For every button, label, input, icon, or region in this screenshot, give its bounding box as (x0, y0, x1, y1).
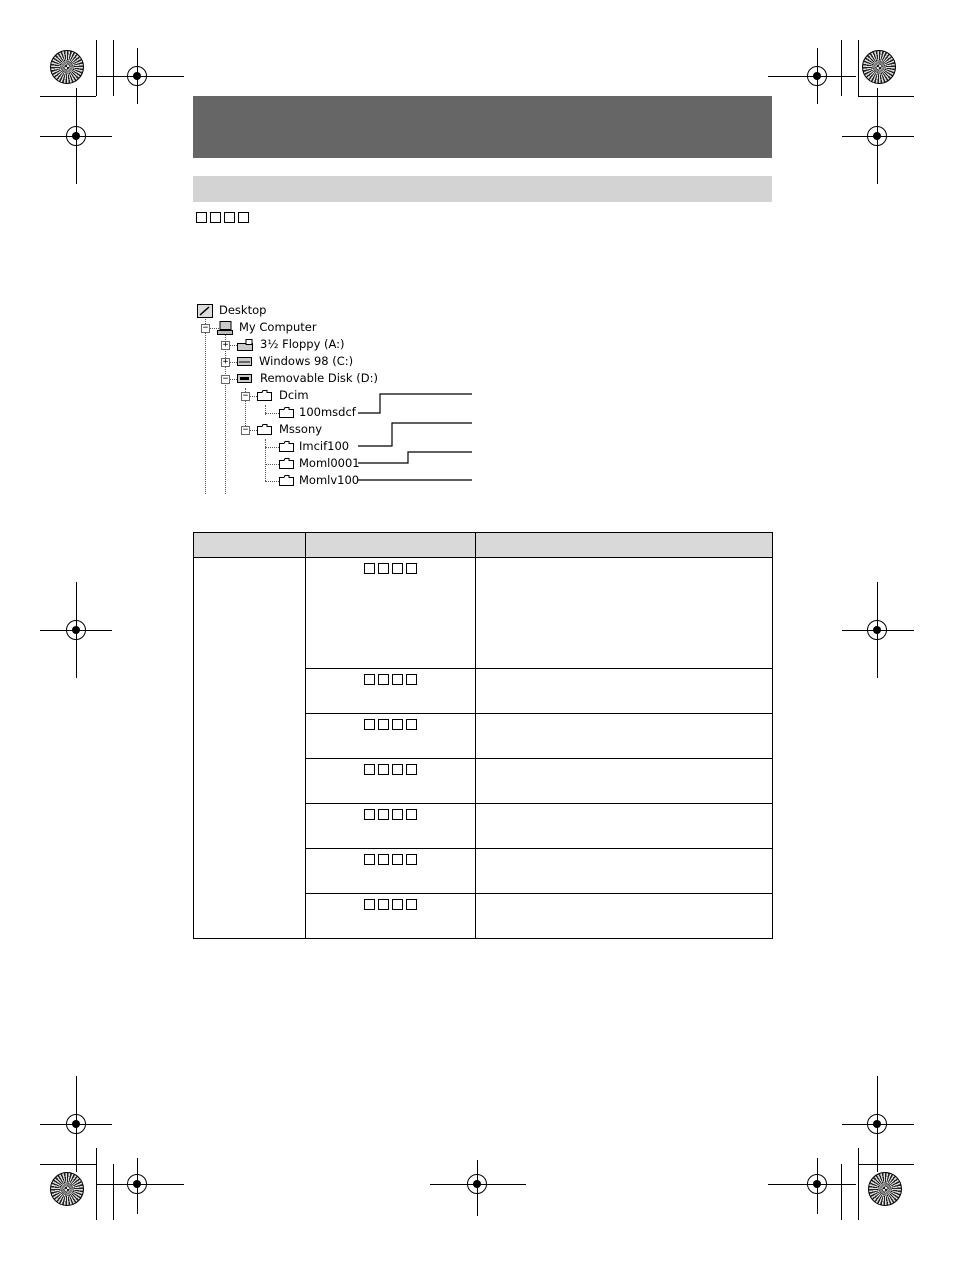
color-wheel-icon (868, 1172, 902, 1206)
table-header-cell (306, 533, 476, 558)
tree-item-removable-disk[interactable]: Removable Disk (D:) (235, 370, 385, 387)
folder-icon (257, 424, 272, 435)
folder-icon (279, 475, 294, 486)
tree-item-momlv100[interactable]: Momlv100 (277, 472, 367, 489)
table-header-cell (476, 533, 773, 558)
table-row (194, 558, 773, 669)
missing-glyphs (364, 854, 417, 865)
table-group-cell (194, 558, 306, 939)
page-header-bar (193, 96, 772, 158)
tree-item-my-computer[interactable]: My Computer (215, 319, 335, 336)
table-cell-desc (476, 558, 773, 669)
table-cell-desc (476, 894, 773, 939)
expand-toggle[interactable]: + (222, 357, 229, 367)
callout-line-imcif100 (358, 423, 472, 446)
folder-icon (257, 390, 272, 401)
table-cell-folder (306, 849, 476, 894)
hard-drive-icon (237, 357, 252, 366)
collapse-toggle[interactable]: − (242, 391, 249, 401)
missing-glyphs (364, 719, 417, 730)
desktop-icon (197, 304, 213, 318)
color-wheel-icon (50, 50, 84, 84)
intro-missing-glyphs (196, 212, 249, 223)
missing-glyphs (364, 899, 417, 910)
table-cell-folder (306, 894, 476, 939)
tree-item-moml0001[interactable]: Moml0001 (277, 455, 367, 472)
missing-glyphs (364, 563, 417, 574)
floppy-icon (237, 339, 255, 351)
section-header-bar (193, 176, 772, 202)
table-cell-desc (476, 804, 773, 849)
table-cell-folder (306, 759, 476, 804)
folder-icon (279, 407, 294, 418)
folder-icon (279, 441, 294, 452)
table-cell-desc (476, 714, 773, 759)
removable-disk-icon (237, 374, 252, 383)
callout-lines (355, 390, 475, 486)
table-header-row (194, 533, 773, 558)
missing-glyphs (364, 764, 417, 775)
callout-line-moml0001 (358, 452, 472, 463)
table-cell-desc (476, 669, 773, 714)
table-cell-folder (306, 558, 476, 669)
callout-line-100msdcf (358, 394, 472, 413)
folder-spec-table (193, 532, 773, 939)
color-wheel-icon (50, 1172, 84, 1206)
color-wheel-icon (862, 50, 896, 84)
tree-item-desktop[interactable]: Desktop (195, 302, 315, 319)
folder-icon (279, 458, 294, 469)
collapse-toggle[interactable]: − (202, 323, 209, 333)
tree-item-floppy[interactable]: 3½ Floppy (A:) (235, 336, 375, 353)
table-cell-folder (306, 804, 476, 849)
table-header-cell (194, 533, 306, 558)
table-cell-folder (306, 669, 476, 714)
tree-item-100msdcf[interactable]: 100msdcf (277, 404, 377, 421)
computer-icon (217, 321, 233, 335)
missing-glyphs (364, 674, 417, 685)
tree-item-dcim[interactable]: Dcim (255, 387, 335, 404)
collapse-toggle[interactable]: − (242, 425, 249, 435)
missing-glyphs (364, 809, 417, 820)
tree-item-mssony[interactable]: Mssony (255, 421, 345, 438)
collapse-toggle[interactable]: − (222, 374, 229, 384)
tree-item-windows98[interactable]: Windows 98 (C:) (235, 353, 375, 370)
table-cell-folder (306, 714, 476, 759)
table-cell-desc (476, 849, 773, 894)
expand-toggle[interactable]: + (222, 340, 229, 350)
table-cell-desc (476, 759, 773, 804)
tree-item-imcif100[interactable]: Imcif100 (277, 438, 367, 455)
